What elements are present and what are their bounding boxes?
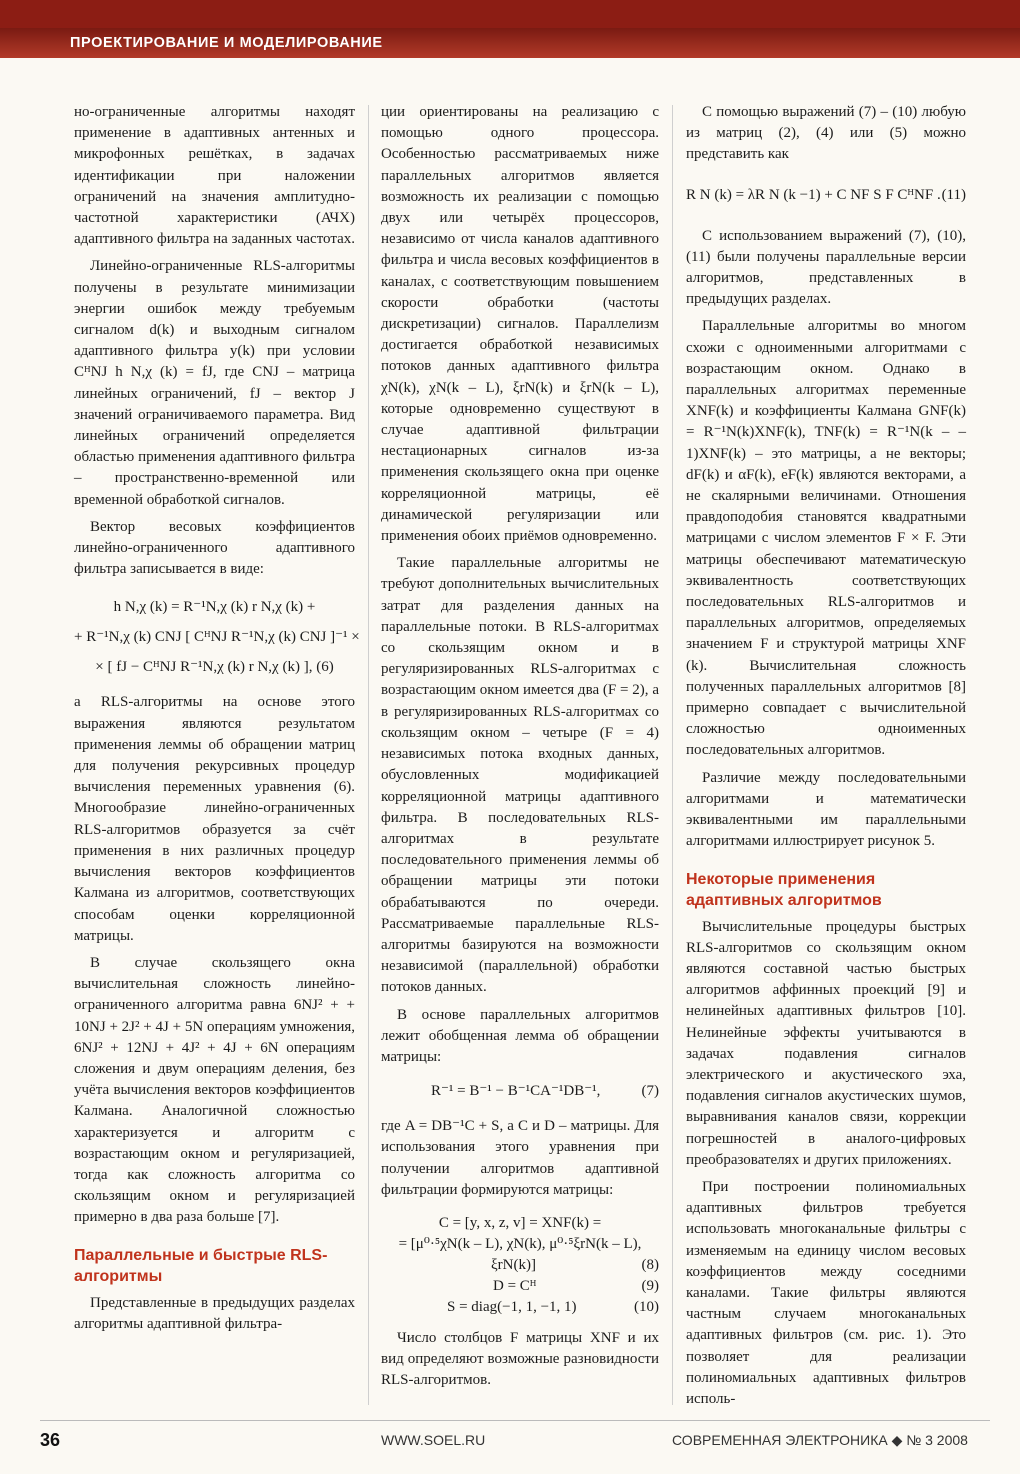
- paragraph: Представленные в предыдущих разделах алгоритмы адаптивной фильтра-: [74, 1294, 355, 1332]
- paragraph: Такие параллельные алгоритмы не требуют дополнительных вычислительных затрат для разделения данных на параллельные потоки. В RLS-алгоритмах со скользящим окном и в регуляризированных RLS-алгоритмах с возрастающим окном имеется два (F = 2), а в регуляризированных RLS-алгоритмах со скользящим окном – четыре (F = 4) независимых потока входных данных, обусловленных модификацией корреляционной матрицы адаптивного фильтра. В последовательных RLS-алгоритмах в результате последовательного применения леммы об обращении матрицы эти потоки обрабатываются по очереди. Рассматриваемые параллельные RLS-алгоритмы базируются на возможности независимой (параллельной) обработки потоков данных.: [381, 555, 659, 996]
- equation-6: [74, 592, 360, 682]
- paragraph: При построении полиномиальных адаптивных фильтров требуется использовать многоканальные фильтры с изменяемым на единицу числом весовых коэффициентов между соседними каналами. Такие фильтры являются частным случаем многоканальных адаптивных фильтров (см. рис. 1). Это позволяет для реализации полиномиальных адаптивных фильтров исполь-: [686, 1178, 966, 1407]
- paragraph: Параллельные алгоритмы во многом схожи с одноименными алгоритмами с возрастающим окном. Однако в параллельных алгоритмах переменные XNF(k) и коэффициенты Калмана GNF(k) = R⁻¹N(k)XNF(k), TNF(k) = R⁻¹N(k – – 1)XNF(k) – это матрицы, а не векторы; dF(k) и αF(k), eF(k) являются векторами, а не скалярными величинами. Отношения правдоподобия становятся квадратными матрицами с числом элементов F × F. Эти матрицы обеспечивают математическую эквивалентность соответствующих последовательных RLS-алгоритмов и параллельных алгоритмов, определяемых значением F и структурой матрицы XNF (k). Вычислительная сложность полученных параллельных алгоритмов [8] примерно совпадает с вычислительной сложностью одноименных последовательных алгоритмов.: [686, 318, 966, 759]
- equations-8-10: [381, 1213, 659, 1318]
- equation-line: h N,χ (k) = R⁻¹N,χ (k) r N,χ (k) +: [113, 599, 316, 616]
- equation-number: (7): [641, 1083, 659, 1100]
- column-divider: [368, 105, 369, 1405]
- equation-number: (8): [641, 1256, 659, 1273]
- equation-number: (11): [941, 186, 966, 203]
- paragraph: где A = DB⁻¹C + S, а C и D – матрицы. Для использования этого уравнения при получении алгоритмов адаптивной фильтрации формируются матрицы:: [381, 1118, 659, 1198]
- paragraph: Линейно-ограниченные RLS-алгоритмы получены в результате минимизации энергии ошибок между требуемым сигналом d(k) и выходным сигналом адаптивного фильтра y(k) при условии CᴴNJ h N,χ (k) = fJ, где CNJ – матрица линейных ограничений, fJ – вектор J значений ограничиваемого параметра. Вид линейных ограничений определяется областью применения адаптивного фильтра – пространственно-временной или временной обработкой сигналов.: [74, 258, 355, 508]
- paragraph: В основе параллельных алгоритмов лежит обобщенная лемма об обращении матрицы:: [381, 1006, 659, 1065]
- paragraph: Число столбцов F матрицы XNF и их вид определяют возможные разновидности RLS-алгоритмов.: [381, 1329, 659, 1389]
- paragraph: В случае скользящего окна вычислительная сложность линейно-ограниченного алгоритма равна 6NJ² + + 10NJ + 2J² + 4J + 5N операциям умножения, 6NJ² + 12NJ + 4J² + 4J + 6N операциям сложения и двум операциям деления, без учёта вычисления векторов коэффициентов Калмана. Аналогичной сложностью характеризуется и алгоритм с возрастающим окном и регуляризацией, тогда как сложность алгоритма со скользящим окном и регуляризацией примерно в два раза больше [7].: [74, 954, 355, 1226]
- equation-text: R N (k) = λR N (k −1) + C NF S F CᴴNF .: [686, 186, 941, 203]
- paragraph: Вектор весовых коэффициентов линейно-ограниченного адаптивного фильтра записывается в виде:: [74, 518, 355, 578]
- page-number: 36: [40, 1430, 61, 1450]
- paragraph: но-ограниченные алгоритмы находят применение в адаптивных антенных и микрофонных решётках, в задачах идентификации при наложении ограничений на значения амплитудно-частотной характеристики (АЧХ) адаптивного фильтра на заданных частотах.: [74, 104, 356, 248]
- equation-11: [686, 180, 966, 210]
- section-title: Некоторые применения адаптивных алгоритмов: [686, 870, 882, 909]
- paragraph: С использованием выражений (7), (10), (11) были получены параллельные версии алгоритмов, представленных в предыдущих разделах.: [686, 227, 966, 308]
- equation-line: = [μ⁰·⁵χN(k – L), χN(k), μ⁰·⁵ξrN(k – L),: [398, 1235, 642, 1252]
- section-header-title: ПРОЕКТИРОВАНИЕ И МОДЕЛИРОВАНИЕ: [70, 35, 383, 51]
- equation-line: + R⁻¹N,χ (k) CNJ [ CᴴNJ R⁻¹N,χ (k) CNJ ]⁻¹ ×: [74, 629, 360, 646]
- paragraph: Вычислительные процедуры быстрых RLS-алгоритмов со скользящим окном являются составной частью быстрых алгоритмов аффинных проекций [9] и нелинейных адаптивных фильтров [10]. Нелинейные эффекты учитываются в задачах подавления сигналов электрического и акустического эха, подавления сигналов акустических шумов, выравнивания каналов связи, коррекции погрешностей в аналого-цифровых преобразователях и других приложениях.: [686, 918, 966, 1168]
- equation-line: × [ fJ − CᴴNJ R⁻¹N,χ (k) r N,χ (k) ], (6): [95, 659, 334, 676]
- website-link[interactable]: WWW.SOEL.RU: [381, 1432, 486, 1448]
- equation-text: R⁻¹ = B⁻¹ − B⁻¹CA⁻¹DB⁻¹,: [431, 1083, 601, 1100]
- equation-line: C = [y, x, z, v] = XNF(k) =: [438, 1214, 602, 1231]
- equation-9: [381, 1276, 659, 1297]
- equation-number: (10): [634, 1298, 659, 1315]
- magazine-title: СОВРЕМЕННАЯ ЭЛЕКТРОНИКА ◆ № 3 2008: [672, 1432, 968, 1448]
- paragraph: ции ориентированы на реализацию с помощью одного процессора. Особенностью рассматриваемых ниже параллельных алгоритмов является возможность их реализации с помощью двух или четырёх процессоров, независимо от числа каналов адаптивного фильтра и числа весовых коэффициентов в каналах, с соответствующим повышением скорости обработки (частоты дискретизации) сигналов. Параллелизм достигается обработкой независимых потоков данных адаптивного фильтра χN(k), χN(k – L), ξrN(k) и ξrN(k – L), которые одновременно существуют в случае адаптивной фильтрации нестационарных сигналов из-за применения скользящего окна при оценке корреляционной матрицы, её динамической регуляризации или применения обоих приёмов одновременно.: [381, 104, 659, 545]
- equation-text: D = Cᴴ: [493, 1277, 537, 1294]
- column-2: [381, 102, 659, 1398]
- paragraph: С помощью выражений (7) – (10) любую из матриц (2), (4) или (5) можно представить как: [686, 104, 966, 163]
- section-header: [0, 28, 1020, 58]
- column-divider: [672, 105, 673, 1405]
- equation-line: [381, 1255, 659, 1276]
- header-top-bar: [0, 0, 1020, 28]
- equation-10: [381, 1297, 659, 1318]
- column-3: [686, 102, 966, 1416]
- paragraph: Различие между последовательными алгоритмами и математически эквивалентными им параллельными алгоритмами иллюстрирует рисунок 5.: [686, 769, 966, 850]
- equation-text: ξrN(k)]: [491, 1256, 536, 1273]
- equation-7: [381, 1076, 659, 1106]
- footer-divider: [40, 1420, 990, 1421]
- equation-number: (9): [641, 1277, 659, 1294]
- column-1: [74, 102, 360, 1341]
- paragraph: а RLS-алгоритмы на основе этого выражения являются результатом применения леммы об обращении матриц для получения рекурсивных процедур вычисления переменных уравнения (6). Многообразие линейно-ограниченных RLS-алгоритмов образуется за счёт применения в них различных процедур вычисления векторов коэффициентов Калмана из алгоритмов, соответствующих способам оценки корреляционной матрицы.: [74, 694, 355, 944]
- section-title: Параллельные и быстрые RLS-алгоритмы: [74, 1246, 328, 1285]
- equation-text: S = diag(−1, 1, −1, 1): [447, 1298, 577, 1315]
